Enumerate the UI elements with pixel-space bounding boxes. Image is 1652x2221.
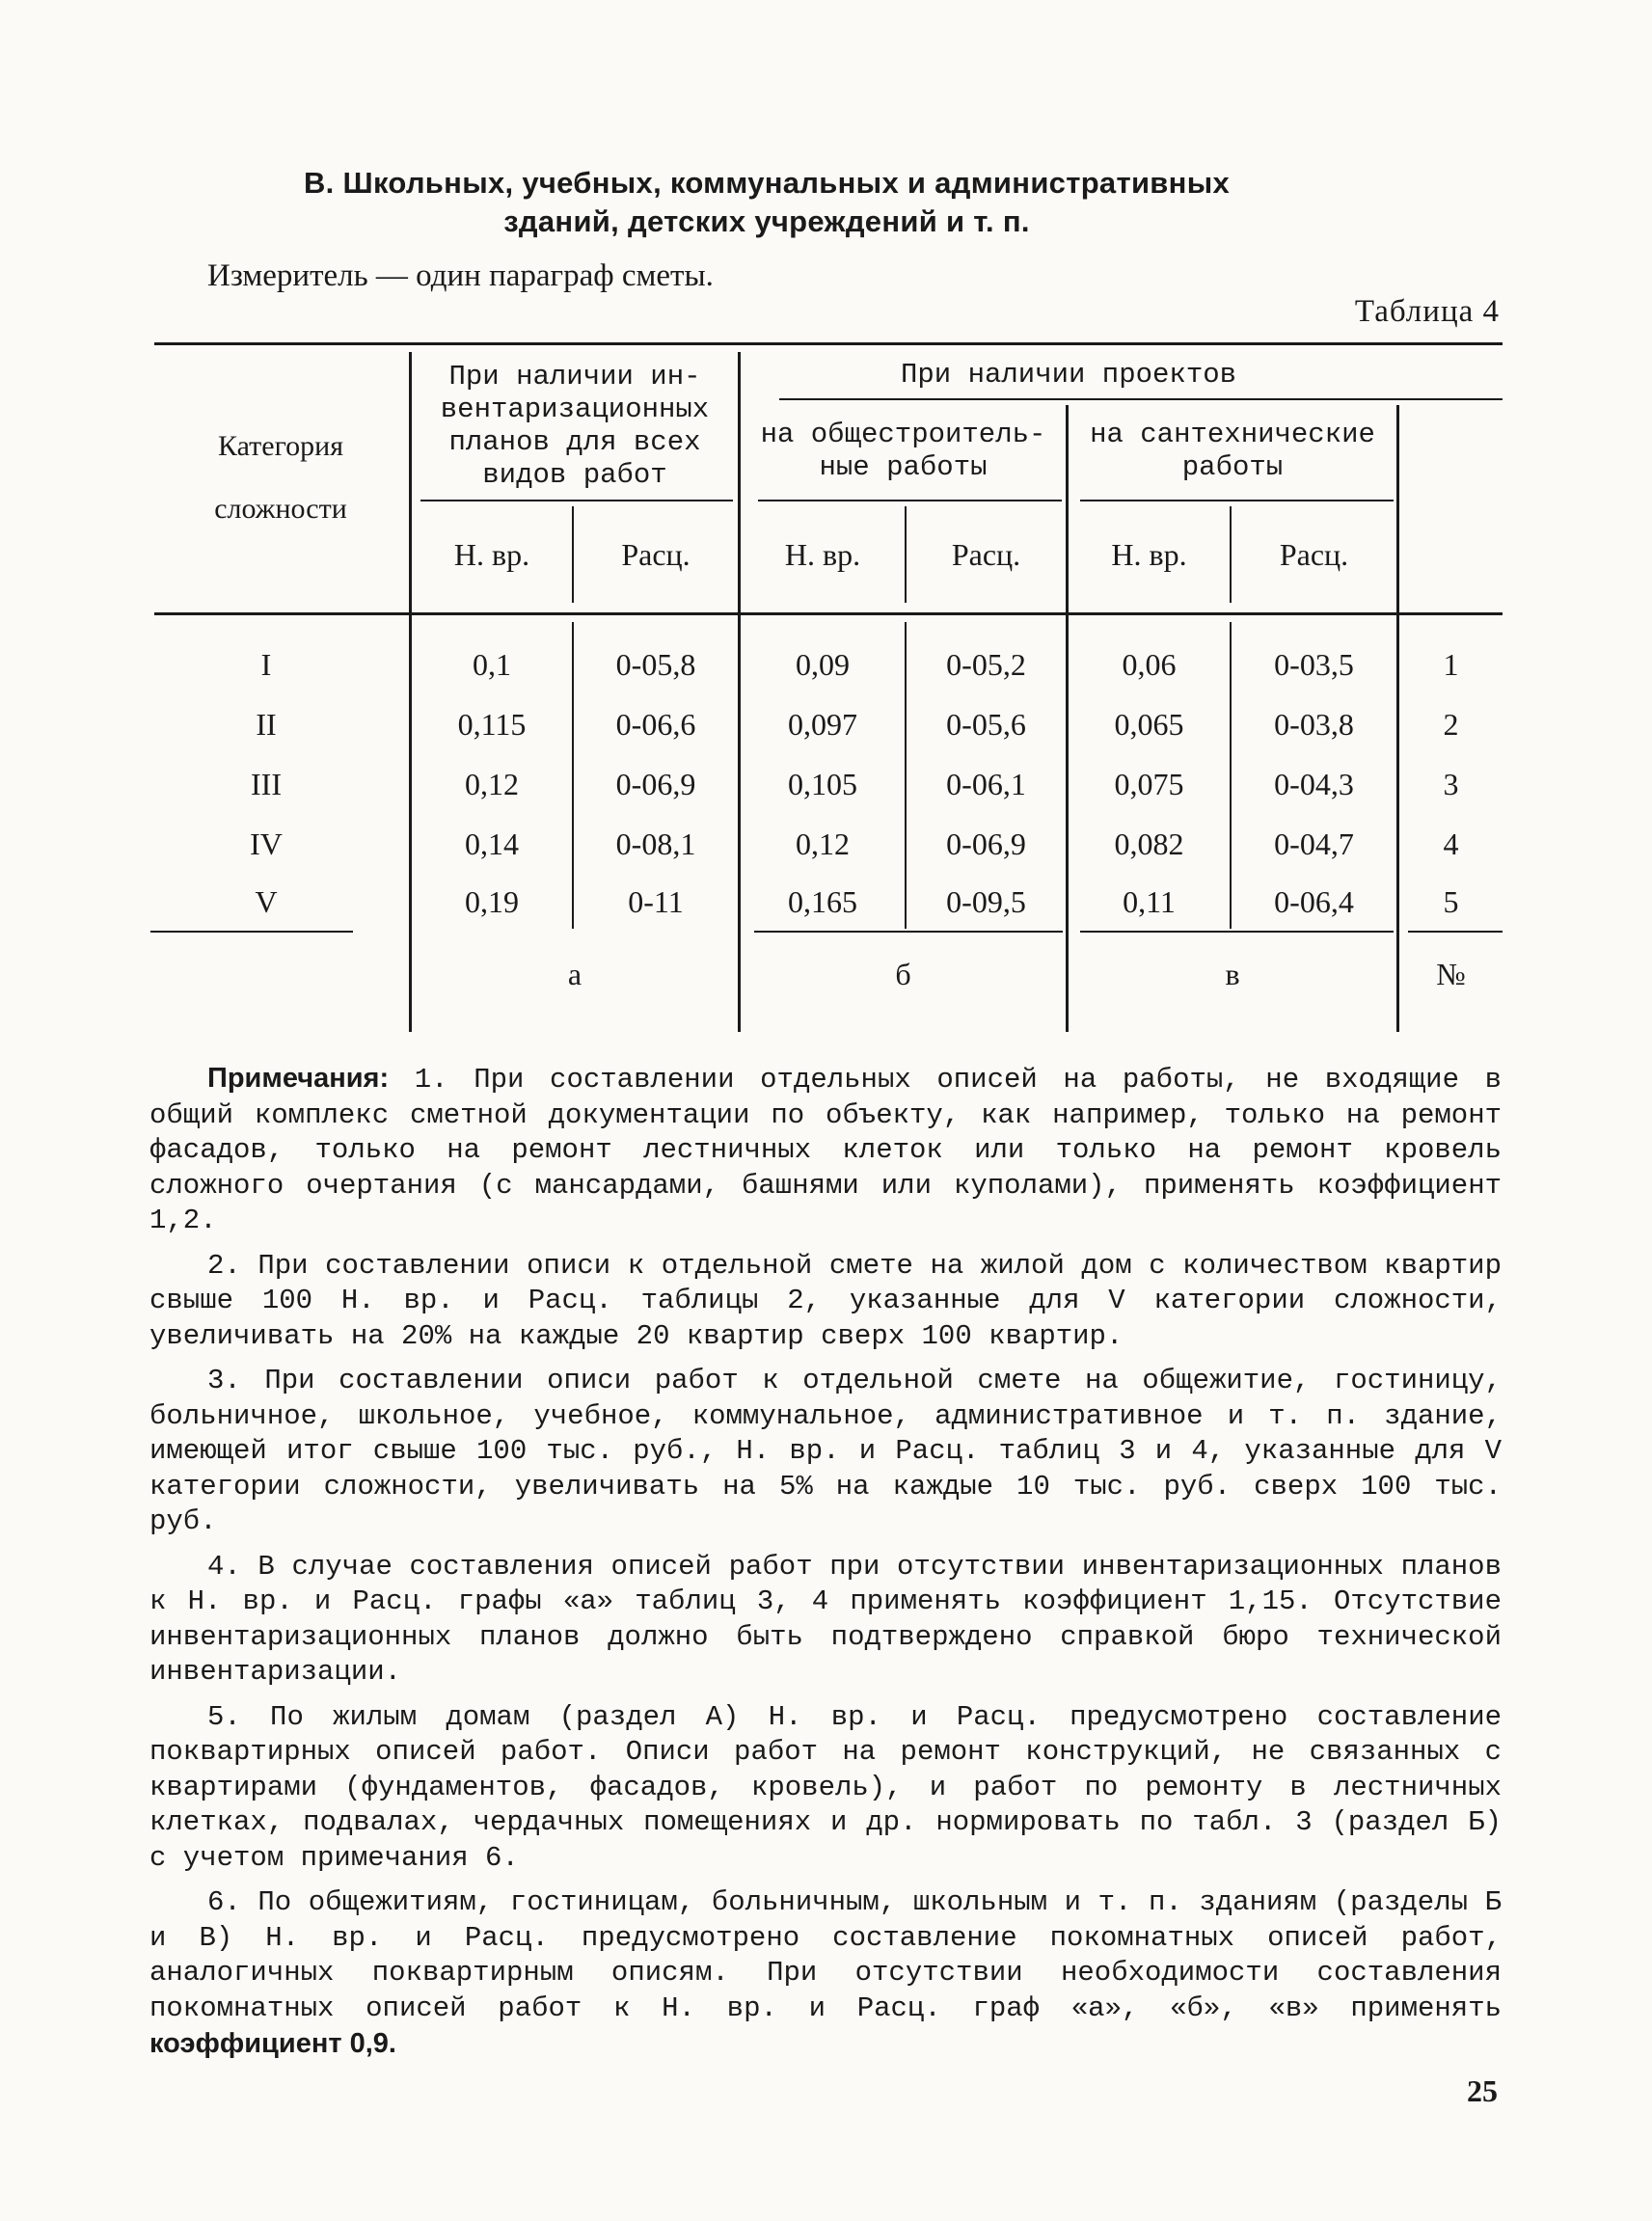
subheader-b-nvr: Н. вр. bbox=[784, 537, 861, 572]
row-1-a-rasc: 0-05,8 bbox=[615, 647, 696, 682]
row-1-b-rasc: 0-05,2 bbox=[946, 647, 1026, 682]
row-5-v-nvr: 0,11 bbox=[1123, 884, 1176, 919]
row-5-a-nvr: 0,19 bbox=[465, 884, 519, 919]
row-1-category: I bbox=[260, 647, 272, 682]
row-4-v-nvr: 0,082 bbox=[1114, 826, 1184, 861]
subheader-b-rasc: Расц. bbox=[951, 537, 1021, 572]
note-4: 4. В случае составления описей работ при отсутствии инвентаризационных планов к Н. вр. и Расц. графы «а» таблиц 3, 4 применять коэффициент 1,15. Отсутствие инвентаризационных планов должно быть подтверждено справкой бюро технической инвентаризации. bbox=[149, 1550, 1502, 1688]
note-6 bbox=[149, 1885, 1502, 2064]
row-2-a-nvr: 0,115 bbox=[457, 707, 527, 742]
note-1-text: 1. При составлении отдельных описей на работы, не входящие в общий комплекс сметной документации по объекту, как например, только на ремонт фасадов, только на ремонт лестничных клеток или только на ремонт кровель сложного очертания (с мансардами, башнями или куполами), применять коэффициент 1,2. bbox=[149, 1064, 1503, 1236]
row-2-num: 2 bbox=[1443, 707, 1459, 742]
row-4-a-nvr: 0,14 bbox=[465, 826, 519, 861]
category-header bbox=[154, 415, 407, 540]
row-2-a-rasc: 0-06,6 bbox=[615, 707, 696, 742]
row-1-a-nvr: 0,1 bbox=[473, 647, 511, 682]
header-bottom-rule bbox=[154, 612, 1503, 615]
row-5-a-rasc: 0-11 bbox=[628, 884, 684, 919]
note-1 bbox=[149, 1061, 1502, 1239]
category-bottom-rule bbox=[150, 931, 353, 933]
group-v-bottom-rule bbox=[1080, 931, 1394, 933]
row-2-b-rasc: 0-05,6 bbox=[946, 707, 1026, 742]
subheader-v-nvr: Н. вр. bbox=[1111, 537, 1187, 572]
section-heading-line-1: В. Школьных, учебных, коммунальных и административных bbox=[303, 166, 1231, 200]
row-1-v-rasc: 0-03,5 bbox=[1274, 647, 1354, 682]
footer-b: б bbox=[895, 957, 911, 991]
footer-v: в bbox=[1225, 957, 1240, 991]
group-v-underline bbox=[1080, 500, 1394, 501]
category-header-line-1: Категория bbox=[218, 430, 343, 462]
row-1-v-nvr: 0,06 bbox=[1122, 647, 1177, 682]
note-3: 3. При составлении описи работ к отдельной смете на общежитие, гостиницу, больничное, школьное, учебное, коммунальное, административное и т. п. здание, имеющей итог свыше 100 тыс. руб., Н. вр. и Расц. таблиц 3 и 4, указанные для V категории сложности, увеличивать на 5% на каждые 10 тыс. руб. сверх 100 тыс. руб. bbox=[149, 1365, 1502, 1537]
group-a-header-line-4: видов работ bbox=[482, 459, 667, 491]
group-v-header-line-1: на сантехнические bbox=[1090, 418, 1375, 450]
measure-text: Измеритель — один параграф сметы. bbox=[207, 258, 714, 293]
group-v-header bbox=[1069, 405, 1396, 497]
group-a-header-line-2: вентаризационных bbox=[440, 393, 710, 425]
row-4-b-nvr: 0,12 bbox=[796, 826, 850, 861]
row-4-a-rasc: 0-08,1 bbox=[615, 826, 696, 861]
group-b-header bbox=[741, 405, 1066, 497]
page-number: 25 bbox=[1467, 2073, 1498, 2108]
row-1-num: 1 bbox=[1443, 647, 1459, 682]
projects-header bbox=[741, 355, 1396, 395]
table-label: Таблица 4 bbox=[1354, 294, 1500, 329]
notes-block bbox=[149, 1061, 1502, 2073]
section-heading-line-2: зданий, детских учреждений и т. п. bbox=[503, 204, 1030, 238]
section-heading bbox=[193, 164, 1341, 241]
note-6-bold: коэффициент 0,9. bbox=[149, 2028, 396, 2059]
footer-num: № bbox=[1436, 957, 1466, 991]
subheader-a-nvr: Н. вр. bbox=[453, 537, 530, 572]
category-header-line-2: сложности bbox=[214, 493, 347, 525]
row-3-b-rasc: 0-06,1 bbox=[946, 767, 1026, 801]
group-a-header bbox=[412, 355, 738, 498]
row-3-v-rasc: 0-04,3 bbox=[1274, 767, 1354, 801]
footer-a: а bbox=[567, 957, 582, 991]
group-a-underline bbox=[420, 500, 733, 501]
num-bottom-rule bbox=[1408, 931, 1503, 933]
row-2-category: II bbox=[256, 707, 277, 742]
table-top-rule bbox=[154, 342, 1503, 345]
row-2-b-nvr: 0,097 bbox=[788, 707, 857, 742]
row-4-category: IV bbox=[250, 826, 283, 861]
projects-header-text: При наличии проектов bbox=[900, 359, 1237, 391]
group-b-header-line-1: на общестроитель- bbox=[760, 418, 1046, 450]
notes-label: Примечания: bbox=[207, 1063, 390, 1094]
row-3-a-rasc: 0-06,9 bbox=[615, 767, 696, 801]
row-3-a-nvr: 0,12 bbox=[465, 767, 519, 801]
note-5: 5. По жилым домам (раздел А) Н. вр. и Расц. предусмотрено составление поквартирных описей работ. Описи работ на ремонт конструкций, не связанных с квартирами (фундаментов, фасадов, кровель), и работ по ремонту в лестничных клетках, подвалах, чердачных помещениях и др. нормировать по табл. 3 (раздел Б) с учетом примечания 6. bbox=[149, 1700, 1502, 1874]
row-5-b-nvr: 0,165 bbox=[788, 884, 857, 919]
row-4-b-rasc: 0-06,9 bbox=[946, 826, 1026, 861]
row-2-v-nvr: 0,065 bbox=[1114, 707, 1184, 742]
note-6-text: 6. По общежитиям, гостиницам, больничным, школьным и т. п. зданиям (разделы Б и В) Н. вр. и Расц. предусмотрено составление покомнатных описей работ, аналогичных поквартирным описям. При отсутствии необходимости составления покомнатных описей работ к Н. вр. и Расц. граф «а», «б», «в» применять bbox=[149, 1886, 1502, 2024]
projects-underline bbox=[779, 398, 1503, 400]
row-5-v-rasc: 0-06,4 bbox=[1274, 884, 1354, 919]
group-b-underline bbox=[758, 500, 1062, 501]
subheader-v-rasc: Расц. bbox=[1279, 537, 1349, 572]
row-2-v-rasc: 0-03,8 bbox=[1274, 707, 1354, 742]
row-5-b-rasc: 0-09,5 bbox=[946, 884, 1026, 919]
subheader-a-rasc: Расц. bbox=[621, 537, 691, 572]
note-2: 2. При составлении описи к отдельной смете на жилой дом с количеством квартир свыше 100 Н. вр. и Расц. таблицы 2, указанные для V категории сложности, увеличивать на 20% на каждые 20 квартир сверх 100 квартир. bbox=[149, 1249, 1502, 1352]
row-5-num: 5 bbox=[1443, 884, 1459, 919]
row-3-b-nvr: 0,105 bbox=[788, 767, 857, 801]
row-4-num: 4 bbox=[1443, 826, 1459, 861]
row-4-v-rasc: 0-04,7 bbox=[1274, 826, 1354, 861]
row-3-category: III bbox=[251, 767, 282, 801]
group-a-header-line-1: При наличии ин- bbox=[448, 361, 701, 393]
group-a-header-line-3: планов для всех bbox=[448, 426, 701, 458]
group-v-header-line-2: работы bbox=[1181, 450, 1284, 483]
row-3-num: 3 bbox=[1443, 767, 1459, 801]
group-b-bottom-rule bbox=[754, 931, 1063, 933]
row-1-b-nvr: 0,09 bbox=[796, 647, 850, 682]
row-5-category: V bbox=[255, 884, 278, 919]
group-b-header-line-2: ные работы bbox=[819, 450, 988, 483]
row-3-v-nvr: 0,075 bbox=[1114, 767, 1184, 801]
